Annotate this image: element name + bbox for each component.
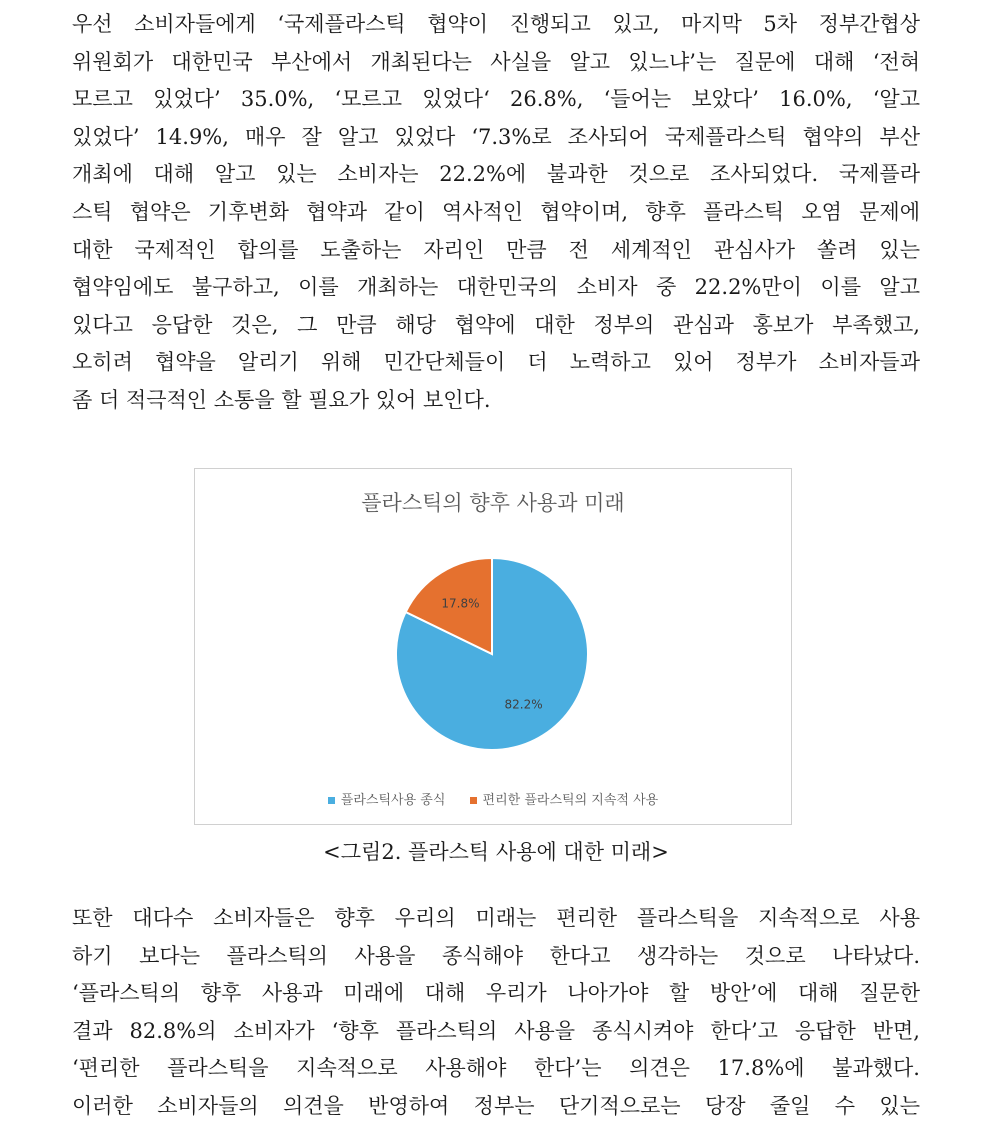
- legend-label: 플라스틱사용 종식: [340, 793, 446, 808]
- paragraph-line: 스틱 협약은 기후변화 협약과 같이 역사적인 협약이며, 향후 플라스틱 오염 문제에: [72, 199, 920, 224]
- pie-chart-plot: [195, 469, 791, 824]
- legend-swatch-icon: [328, 797, 335, 804]
- legend-label: 편리한 플라스틱의 지속적 사용: [482, 793, 659, 808]
- paragraph-line: 우선 소비자들에게 ‘국제플라스틱 협약이 진행되고 있고, 마지막 5차 정부간협상: [72, 12, 920, 36]
- body-paragraph-2: [72, 900, 920, 1126]
- paragraph-line: 하기 보다는 플라스틱의 사용을 종식해야 한다고 생각하는 것으로 나타났다.: [72, 943, 920, 968]
- figure-caption: <그림2. 플라스틱 사용에 대한 미래>: [323, 840, 669, 864]
- legend-item-continued-use: [470, 789, 659, 808]
- body-paragraph-1: [72, 6, 920, 420]
- legend-item-stop-plastic: [328, 789, 446, 808]
- paragraph-line: 있다고 응답한 것은, 그 만큼 해당 협약에 대한 정부의 관심과 홍보가 부족했고,: [72, 312, 920, 337]
- paragraph-line: 좀 더 적극적인 소통을 할 필요가 있어 보인다.: [72, 387, 491, 412]
- paragraph-line: 위원회가 대한민국 부산에서 개최된다는 사실을 알고 있느냐’는 질문에 대해 ‘전혀: [72, 49, 920, 74]
- paragraph-line: ‘플라스틱의 향후 사용과 미래에 대해 우리가 나아가야 할 방안’에 대해 질문한: [72, 981, 920, 1006]
- data-label-continued-use: 17.8%: [441, 596, 480, 611]
- paragraph-line: 이러한 소비자들의 의견을 반영하여 정부는 단기적으로는 당장 줄일 수 있는: [72, 1093, 920, 1118]
- paragraph-line: 협약임에도 불구하고, 이를 개최하는 대한민국의 소비자 중 22.2%만이 이를 알고: [72, 275, 920, 300]
- data-label-stop-plastic: 82.2%: [504, 697, 543, 712]
- paragraph-line: 개최에 대해 알고 있는 소비자는 22.2%에 불과한 것으로 조사되었다. 국제플라: [72, 162, 920, 187]
- paragraph-line: 오히려 협약을 알리기 위해 민간단체들이 더 노력하고 있어 정부가 소비자들과: [72, 350, 920, 375]
- paragraph-line: 결과 82.8%의 소비자가 ‘향후 플라스틱의 사용을 종식시켜야 한다’고 응답한 반면,: [72, 1018, 920, 1043]
- paragraph-line: 모르고 있었다’ 35.0%, ‘모르고 있었다‘ 26.8%, ‘들어는 보았다’ 16.0%, ‘알고: [72, 87, 920, 112]
- legend-swatch-icon: [470, 797, 477, 804]
- paragraph-line: ‘편리한 플라스틱을 지속적으로 사용해야 한다’는 의견은 17.8%에 불과했다.: [72, 1056, 920, 1081]
- paragraph-line: 또한 대다수 소비자들은 향후 우리의 미래는 편리한 플라스틱을 지속적으로 사용: [72, 906, 920, 930]
- chart-title: 플라스틱의 향후 사용과 미래: [361, 491, 625, 515]
- paragraph-line: 있었다’ 14.9%, 매우 잘 알고 있었다 ‘7.3%로 조사되어 국제플라스틱 협약의 부산: [72, 124, 920, 149]
- paragraph-line: 대한 국제적인 합의를 도출하는 자리인 만큼 전 세계적인 관심사가 쏠려 있는: [72, 237, 920, 262]
- chart-legend: [195, 789, 791, 808]
- pie-chart: [194, 468, 792, 825]
